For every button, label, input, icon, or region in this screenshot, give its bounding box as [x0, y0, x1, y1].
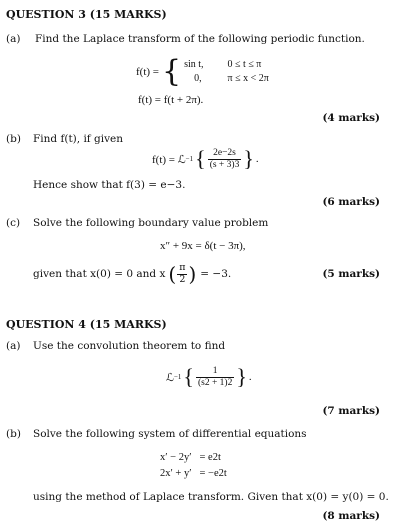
q3b-den: (s + 3)3: [209, 159, 240, 170]
eq1-rhs: = e2t: [199, 452, 221, 463]
question-4-title: QUESTION 4 (15 MARKS): [6, 318, 167, 331]
q3a-f-lhs: f(t) =: [136, 66, 159, 78]
q3b-hence: Hence show that f(3) = e−3.: [33, 179, 186, 191]
q3c-ode: x″ + 9x = δ(t − 3π),: [160, 240, 246, 252]
q3b-text: Find f(t), if given: [33, 133, 124, 145]
q3a-marks: (4 marks): [322, 112, 380, 124]
q3b-marks: (6 marks): [322, 196, 380, 208]
eq2-rhs: = −e2t: [199, 467, 227, 479]
q4b-using: using the method of Laplace transform. Given that x(0) = y(0) = 0.: [33, 491, 389, 503]
q3c-label: (c): [6, 217, 21, 229]
q3c-text: Solve the following boundary value problem: [33, 217, 269, 229]
q4a-lhs: ℒ: [166, 371, 174, 384]
q4a-marks: (7 marks): [322, 405, 380, 417]
q4a-label: (a): [6, 340, 21, 352]
q3c-given-post: = −3.: [200, 268, 232, 280]
q3c-fraction: [177, 263, 187, 286]
left-paren: (: [168, 262, 177, 286]
q4a-period: .: [248, 371, 252, 383]
q3a-piecewise: [136, 54, 269, 89]
q4a-num: 1: [196, 366, 234, 378]
right-brace: }: [243, 146, 254, 171]
case2-expr: 0,: [194, 73, 202, 84]
left-brace: {: [183, 364, 194, 389]
q3b-period: .: [255, 153, 259, 165]
eq2-lhs: 2x′ + y′: [160, 467, 192, 479]
q3a-cases: [184, 58, 269, 87]
q4a-expression: [166, 362, 252, 392]
q3b-lhs: f(t) = ℒ: [152, 153, 186, 166]
question-3-title: QUESTION 3 (15 MARKS): [6, 8, 167, 21]
case1-cond: 0 ≤ t ≤ π: [227, 58, 262, 70]
q3c-den: 2: [179, 273, 186, 285]
q3b-fraction: [208, 148, 242, 171]
q4a-text: Use the convolution theorem to find: [33, 340, 226, 352]
q3b-label: (b): [6, 133, 21, 145]
left-brace: {: [162, 54, 182, 89]
q3c-marks: (5 marks): [322, 268, 380, 280]
q3c-given-pre: given that x(0) = 0 and x: [33, 268, 166, 280]
eq1-lhs: x′ − 2y′: [160, 452, 192, 463]
q3b-num: 2e−2s: [208, 148, 242, 160]
q3a-text: Find the Laplace transform of the following periodic function.: [35, 33, 365, 45]
right-brace: }: [236, 364, 247, 389]
left-brace: {: [195, 146, 206, 171]
q4b-label: (b): [6, 428, 21, 440]
case1-expr: sin t,: [184, 58, 204, 70]
inverse-sup: −1: [185, 155, 194, 163]
inverse-sup: −1: [173, 373, 182, 381]
q3a-period: f(t) = f(t + 2π).: [138, 94, 204, 106]
q4b-system: [160, 450, 227, 482]
q4a-fraction: [196, 366, 234, 389]
q4b-marks: (8 marks): [322, 510, 380, 522]
q3c-given: [33, 260, 231, 288]
q3c-num: π: [179, 261, 186, 273]
q3b-expression: [152, 145, 259, 173]
case2-cond: π ≤ x < 2π: [227, 73, 269, 84]
right-paren: ): [188, 262, 197, 286]
q4a-den: (s2 + 1)2: [197, 377, 233, 388]
q4b-text: Solve the following system of differential equations: [33, 428, 307, 440]
q3a-label: (a): [6, 33, 21, 45]
